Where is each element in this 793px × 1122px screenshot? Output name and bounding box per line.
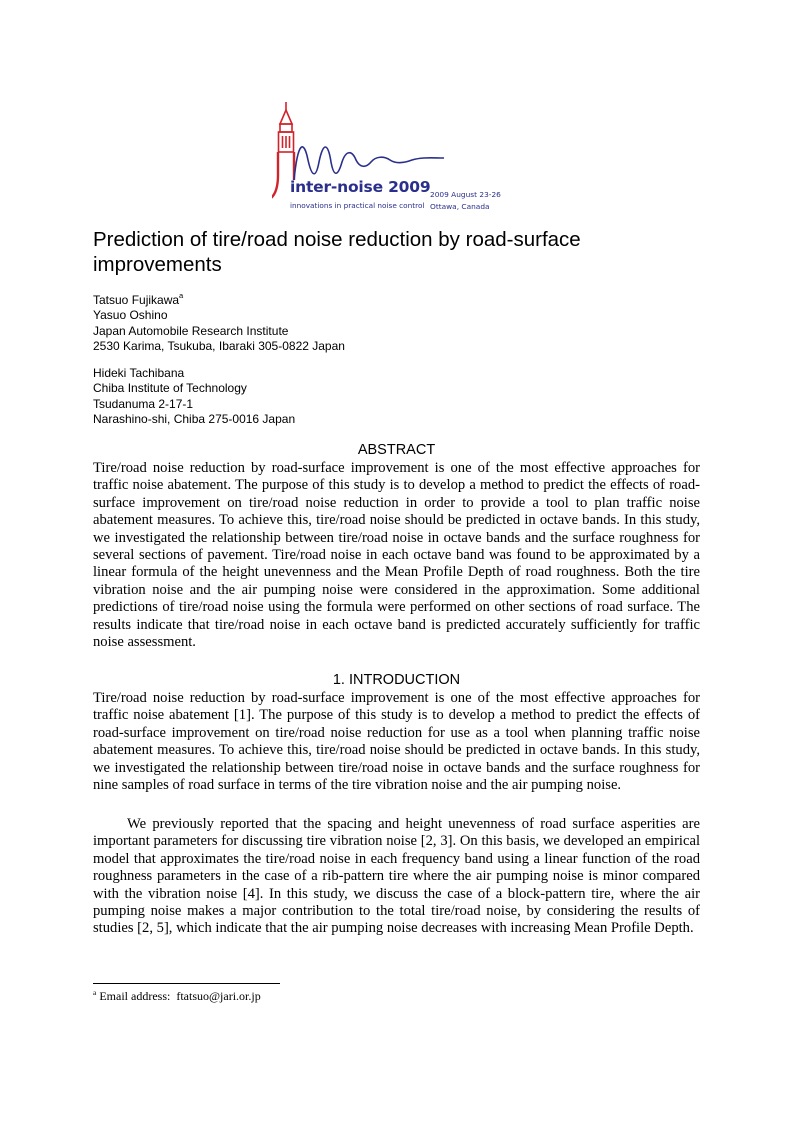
- abstract-heading: ABSTRACT: [357, 442, 436, 458]
- footnote-label: Email address:: [99, 989, 171, 1003]
- paper-title: Prediction of tire/road noise reduction by road-surface improvements: [93, 228, 581, 276]
- conference-logo: [272, 100, 522, 218]
- author-institution: Japan Automobile Research Institute: [93, 323, 289, 338]
- logo-date: 2009 August 23-26: [430, 190, 501, 199]
- abstract-text: Tire/road noise reduction by road-surface improvement is one of the most effective approaches for traffic noise abatement. The purpose of this study is to develop a method to predict the effects of road-surface improvement on tire/road noise reduction in order to provide a tool to plan traffic noise abatement measures. To achieve this, tire/road noise should be predicted in octave bands. In this study, we investigated the relationship between tire/road noise in octave bands and the surface roughness for several sections of pavement. Tire/road noise in each octave band was found to be approximated by a linear formula of the height unevenness and the Mean Profile Depth of road roughness. Both the tire vibration noise and the air pumping noise were considered in the approximation. Some additional predictions of tire/road noise using the formula were performed on other sections of road surface. The results indicate that tire/road noise in each octave band is predicted accurately sufficiently for traffic noise assessment.: [93, 460, 700, 651]
- logo-name: inter-noise 2009: [290, 178, 431, 196]
- footnote-mark: a: [179, 291, 184, 300]
- author-block-1: [93, 293, 345, 354]
- logo-location: Ottawa, Canada: [430, 202, 490, 211]
- introduction-paragraph-1: Tire/road noise reduction by road-surface improvement is one of the most effective approaches for traffic noise abatement [1]. The purpose of this study is to develop a method to predict the effects of road-surface improvement on tire/road noise reduction for use as a tool when planning traffic noise abatement measures. To achieve this, tire/road noise should be predicted in octave bands. In this study, we investigated the relationship between tire/road noise in octave bands and the surface roughness for nine samples of road surface in terms of the tire vibration noise and the air pumping noise.: [93, 690, 700, 794]
- author-address: 2530 Karima, Tsukuba, Ibaraki 305-0822 Japan: [93, 338, 345, 353]
- footnote-mark: a: [93, 988, 97, 997]
- author-address: Narashino-shi, Chiba 275-0016 Japan: [93, 411, 296, 426]
- footnote: [93, 989, 261, 1003]
- author-name: Yasuo Oshino: [93, 308, 168, 323]
- author-block-2: [93, 366, 295, 427]
- author-name: Tatsuo Fujikawa$^a$: [93, 291, 184, 307]
- author-name: Hideki Tachibana: [93, 366, 185, 380]
- author-institution: Chiba Institute of Technology: [93, 381, 247, 396]
- introduction-paragraph-2: We previously reported that the spacing and height unevenness of road surface asperities are important parameters for discussing tire vibration noise [2, 3]. On this basis, we developed an empirical model that approximates the tire/road noise in each frequency band using a linear function of the road roughness parameters in the case of a rib-pattern tire where the air pumping noise is minor compared with the vibration noise [4]. In this study, we discuss the case of a block-pattern tire, where the air pumping noise makes a major contribution to the total tire/road noise, by considering the results of studies [2, 5], which indicate that the air pumping noise decreases with increasing Mean Profile Depth.: [93, 816, 700, 937]
- author-address: Tsudanuma 2-17-1: [93, 396, 194, 411]
- footnote-divider: [93, 983, 280, 984]
- logo-date-location: [430, 189, 501, 213]
- introduction-heading: 1. INTRODUCTION: [332, 672, 461, 688]
- logo-tagline: innovations in practical noise control: [290, 201, 425, 210]
- footnote-email[interactable]: ftatsuo@jari.or.jp: [176, 989, 261, 1003]
